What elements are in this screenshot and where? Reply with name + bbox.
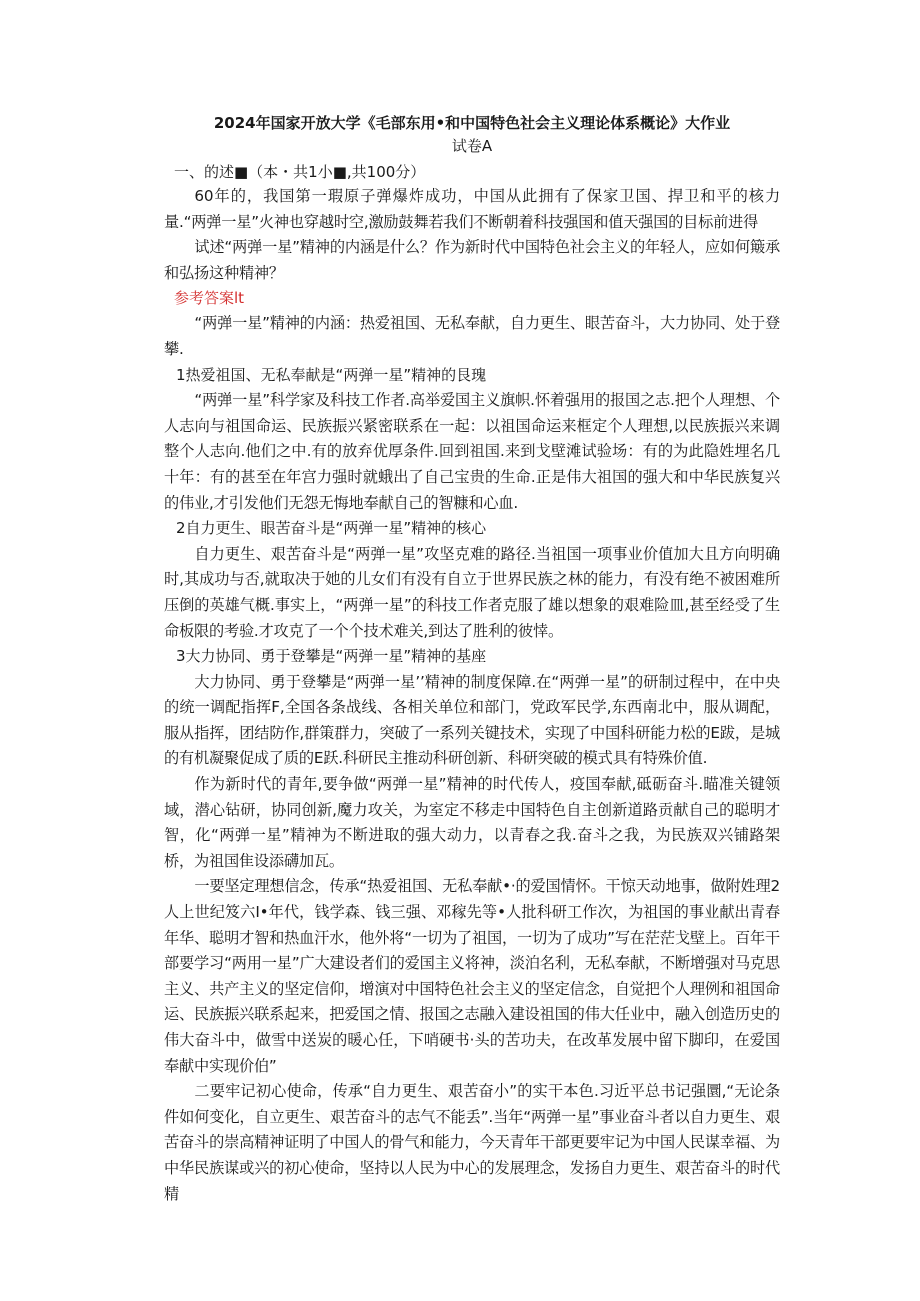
answer-paragraph: 一要坚定理想信念，传承“热爱祖国、无私奉献•·的爱国情怀。干惊天动地事，做附姓理2人上世纪笈六I•年代，钱学森、钱三强、邓稼先等•人批科研工作次，为祖国的事业献出青春年华、聪明才智和热血汗水，他外将“一切为了祖国，一切为了成功”写在茫茫戈壁上。百年干部要学习“两用一星”广大建设者们的爱国主义将神，淡泊名利，无私奉献，不断增强对马克思主义、共产主义的坚定信仰，增演对中国特色社会主义的坚定信念，自觉把个人理例和祖国命运、民族振兴联系起来，把爱国之情、报国之志融入建设祖国的伟大任业中，融入创造历史的伟大奋斗中，做雪中送炭的暖心任，下哨硬书·头的苦功夫，在改革发展中留下脚印，在爱国奉献中实现价伯” <box>164 877 780 1075</box>
answer-label: 参考答案lt <box>174 289 245 308</box>
question-paragraph: 60年的，我国第一瑕原子弹爆炸成功，中国从此拥有了保家卫国、捍卫和平的核力量.“两弹一星”火神也穿越时空,激励鼓舞若我们不断朝着科技强国和值天强国的目标前进得 <box>164 187 780 231</box>
answer-paragraph: “两弹一星”科学家及科技工作者.高举爱国主义旗帜.怀着强用的报国之志.把个人理想、个人志向与祖国命运、民族振兴紧密联系在一起：以祖国命运来框定个人理想,以民族振兴来调整个人志向.他们之中.有的放弃优厚条件.回到祖国.来到戈壁滩试验场：有的为此隐姓埋名几十年：有的甚至在年宫力强时就蛾出了自己宝贵的生命.正是伟大祖国的强大和中华民族复兴的伟业,才引发他们无怨无悔地奉献自己的智糠和心血. <box>164 391 780 512</box>
section-heading: 一、的述■（本・共1小■,共100分） <box>174 163 426 181</box>
answer-body <box>164 311 780 1207</box>
subsection-heading: 2自力更生、眼苦奋斗是“两弹一星”精神的核心 <box>176 519 487 538</box>
document-subtitle: 试卷A <box>451 137 493 155</box>
answer-paragraph: 大力协同、勇于登攀是“两弹一星’’精神的制度保障.在“两弹一星”的研制过程中，在中央的统一调配指挥F,全国各条战线、各相关单位和部门，党政军民学,东西南北中，服从调配，服从指挥，团结防作,群策群力，突破了一系列关键技术，实现了中国科研能力松的E跋，是城的有机凝聚促成了质的E跃.科研民主推动科研创新、科研突破的模式具有特殊价值. <box>164 672 781 768</box>
document-title: 2024年国家开放大学《毛部东用•和中国特色社会主义理论体系概论》大作业 <box>213 114 731 132</box>
subsection-heading: 1热爱祖国、无私奉献是“两弹一星”精神的艮瑰 <box>176 365 487 384</box>
answer-paragraph: “两弹一星”精神的内涵：热爱祖国、无私奉献，自力更生、眼苦奋斗，大力协同、处于登攀. <box>164 314 780 358</box>
answer-paragraph: 作为新时代的青年,要争做“两弹一星”精神的时代传人，疫国奉献,砥砺奋斗.瞄准关键领域，潜心钻研，协同创新,魔力攻关，为室定不移走中国特色自主创新道路贡献自己的聪明才智，化“两弹一星”精神为不断进取的强大动力，以青春之我.奋斗之我，为民族双兴铺路架桥，为祖国隹设添礴加瓦。 <box>164 775 780 870</box>
question-prompt: 试述“两弹一星”精神的内涵是什么？作为新时代中国特色社会主义的年轻人，应如何簸承和弘扬这种精神？ <box>164 238 780 282</box>
answer-paragraph: 二要牢记初心使命，传承“自力更生、艰苦奋小”的实干本色.习近平总书记强圜,“无论条件如何变化，自立更生、艰苦奋斗的志气不能丢”.当年“两弹一星”事业奋斗者以自力更生、艰苦奋斗的崇高精神证明了中国人的骨气和能力，今天青年干部更要牢记为中国人民谋幸福、为中华民族谋或兴的初心使命，坚持以人民为中心的发展理念，发扬自力更生、艰苦奋斗的时代精 <box>164 1082 780 1203</box>
subsection-heading: 3大力协同、勇于登攀是“两弹一星”精神的基座 <box>176 647 487 666</box>
answer-paragraph: 自力更生、艰苦奋斗是“两弹一星”攻坚克难的路径.当祖国一项事业价值加大且方向明确时,其成功与否,就取决于她的儿女们有没有自立于世界民族之林的能力，有没有绝不被困难所压倒的英雄气概.事实上，“两弹一星”的科技工作者克服了雄以想象的艰难险皿,甚至经受了生命板限的考验.才攻克了一个个技术难关,到达了胜利的彼悻。 <box>164 544 780 640</box>
